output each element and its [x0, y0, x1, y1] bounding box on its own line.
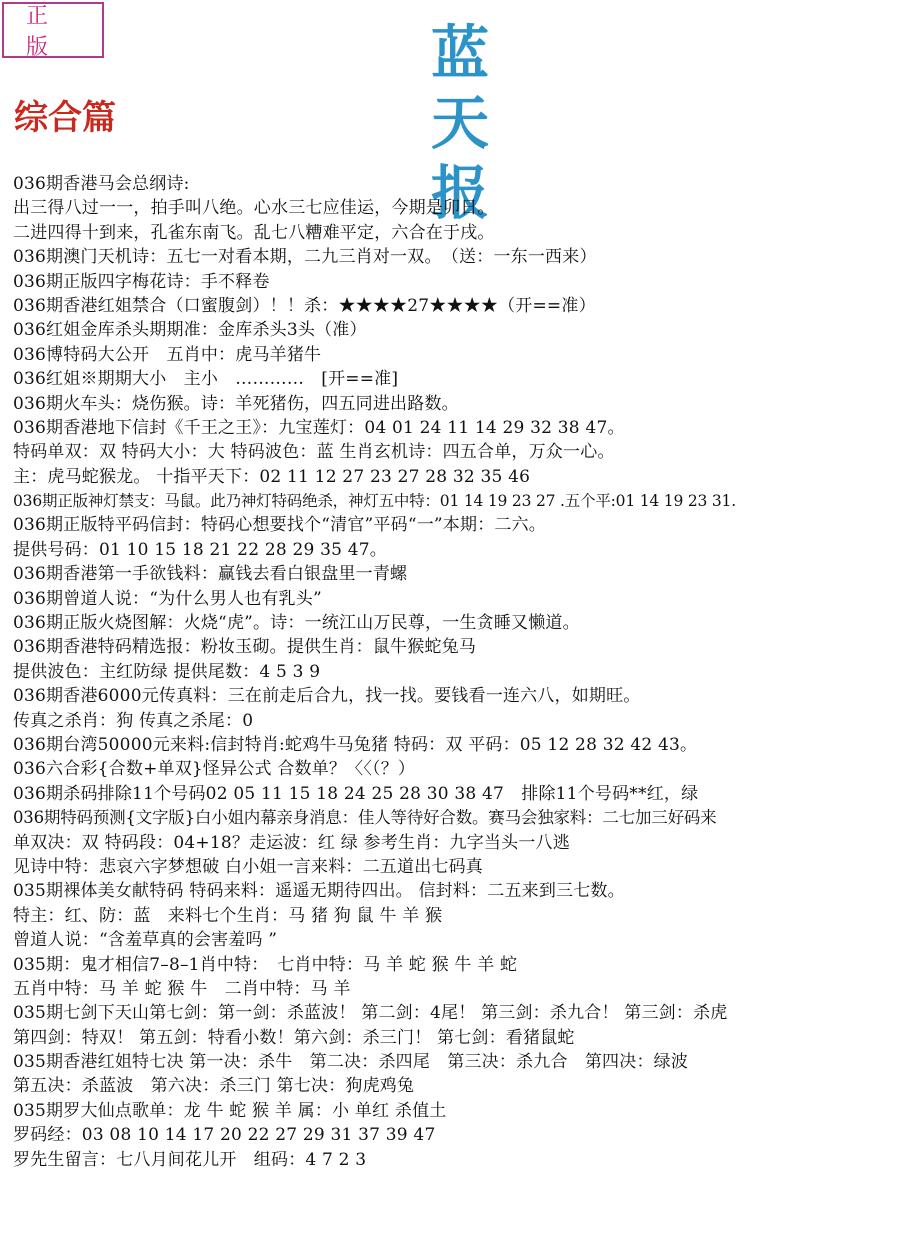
text-line: 五肖中特：马 羊 蛇 猴 牛 二肖中特：马 羊	[13, 978, 351, 999]
text-line: 036红姐金库杀头期期准：金库杀头3头（准）	[13, 320, 367, 341]
text-line: 036期台湾50000元来料:信封特肖:蛇鸡牛马兔猪 特码：双 平码：05 12 28 32 42 43。	[13, 734, 698, 755]
text-line: 特码单双：双 特码大小：大 特码波色：蓝 生肖玄机诗：四五合单，万众一心。	[13, 442, 615, 463]
text-line: 036期香港红姐禁合（口蜜腹剑）！！杀：★★★★27★★★★（开==准）	[13, 295, 596, 316]
section-heading: 综合篇	[14, 98, 116, 138]
text-line: 035期：鬼才相信7–8–1肖中特： 七肖中特：马 羊 蛇 猴 牛 羊 蛇	[13, 954, 518, 975]
text-line: 见诗中特：悲哀六字梦想破 白小姐一言来料：二五道出七码真	[13, 856, 484, 877]
text-line: 035期裸体美女献特码 特码来料：遥遥无期待四出。 信封料：二五来到三七数。	[13, 881, 625, 902]
edition-badge: 正 版	[2, 2, 104, 58]
text-line: 第四剑：特双！ 第五剑：特看小数！第六剑：杀三门！ 第七剑：看猪鼠蛇	[13, 1027, 575, 1048]
text-line: 036六合彩{合数+单双}怪异公式 合数单？〈〈（？）	[13, 759, 416, 780]
text-line: 主：虎马蛇猴龙。 十指平天下：02 11 12 27 23 27 28 32 35 46	[13, 466, 531, 487]
text-line: 036期曾道人说：“为什么男人也有乳头”	[13, 588, 322, 609]
text-line: 036期正版火烧图解：火烧“虎”。诗：一统江山万民尊，一生贪睡又懒道。	[13, 613, 580, 634]
text-line: 036期澳门天机诗：五七一对看本期，二九三肖对一双。 （送：一东一西来）	[13, 247, 597, 268]
text-line: 出三得八过一一，拍手叫八绝。心水三七应佳运，今期是卯日。	[13, 198, 495, 219]
text-line: 单双决：双 特码段：04+18？走运波：红 绿 参考生肖：九字当头一八逃	[13, 832, 570, 853]
text-line: 036期香港第一手欲钱料：赢钱去看白银盘里一青螺	[13, 564, 408, 585]
text-line: 035期七剑下天山第七剑：第一剑：杀蓝波！ 第二剑：4尾！ 第三剑：杀九合！ 第三剑：杀虎	[13, 1003, 728, 1024]
text-line: 曾道人说：“含羞草真的会害羞吗 ”	[13, 930, 278, 951]
text-line: 提供号码：01 10 15 18 21 22 28 29 35 47。	[13, 539, 387, 560]
text-line: 036红姐※期期大小 主小 ………… [开==准]	[13, 369, 399, 390]
text-line: 036期香港6000元传真料：三在前走后合九，找一找。要钱看一连六八，如期旺。	[13, 686, 641, 707]
article-body	[13, 172, 898, 1172]
text-line: 036期正版四字梅花诗：手不释卷	[13, 271, 270, 292]
text-line: 036期香港马会总纲诗:	[13, 174, 190, 194]
text-line: 罗先生留言：七八月间花儿开 组码：4 7 2 3	[13, 1149, 367, 1170]
newspaper-title: 蓝 天 报	[430, 19, 557, 227]
text-line: 二进四得十到来，孔雀东南飞。乱七八糟难平定，六合在于戌。	[13, 222, 495, 243]
text-line: 036期正版特平码信封：特码心想要找个“清官”平码“一”本期：二六。	[13, 515, 547, 536]
text-line: 035期罗大仙点歌单：龙 牛 蛇 猴 羊 属：小 单红 杀值土	[13, 1100, 447, 1121]
text-line: 036期正版神灯禁支：马鼠。此乃神灯特码绝杀，神灯五中特：01 14 19 23 27 .五个平:01 14 19 23 31.	[13, 492, 736, 511]
text-line: 特主：红、防：蓝 来料七个生肖：马 猪 狗 鼠 牛 羊 猴	[13, 905, 443, 926]
text-line: 提供波色：主红防绿 提供尾数：4 5 3 9	[13, 661, 321, 682]
text-line: 罗码经：03 08 10 14 17 20 22 27 29 31 37 39 47	[13, 1125, 436, 1146]
text-line: 036期特码预测{文字版}白小姐内幕亲身消息：佳人等待好合数。赛马会独家料：二七加三好码来	[13, 808, 717, 828]
text-line: 传真之杀肖：狗 传真之杀尾：0	[13, 710, 254, 731]
text-line: 第五决：杀蓝波 第六决：杀三门 第七决：狗虎鸡兔	[13, 1076, 415, 1097]
text-line: 036期香港地下信封《千王之王》：九宝莲灯：04 01 24 11 14 29 32 38 47。	[13, 417, 625, 438]
text-line: 036期杀码排除11个号码02 05 11 15 18 24 25 28 30 38 47 排除11个号码**红，绿	[13, 783, 699, 804]
text-line: 036期香港特码精选报：粉妆玉砌。提供生肖：鼠牛猴蛇兔马	[13, 637, 477, 658]
text-line: 036期火车头：烧伤猴。诗：羊死猪伤，四五同进出路数。	[13, 393, 459, 414]
text-line: 036博特码大公开 五肖中：虎马羊猪牛	[13, 344, 322, 365]
text-line: 035期香港红姐特七决 第一决：杀牛 第二决：杀四尾 第三决：杀九合 第四决：绿波	[13, 1052, 689, 1073]
